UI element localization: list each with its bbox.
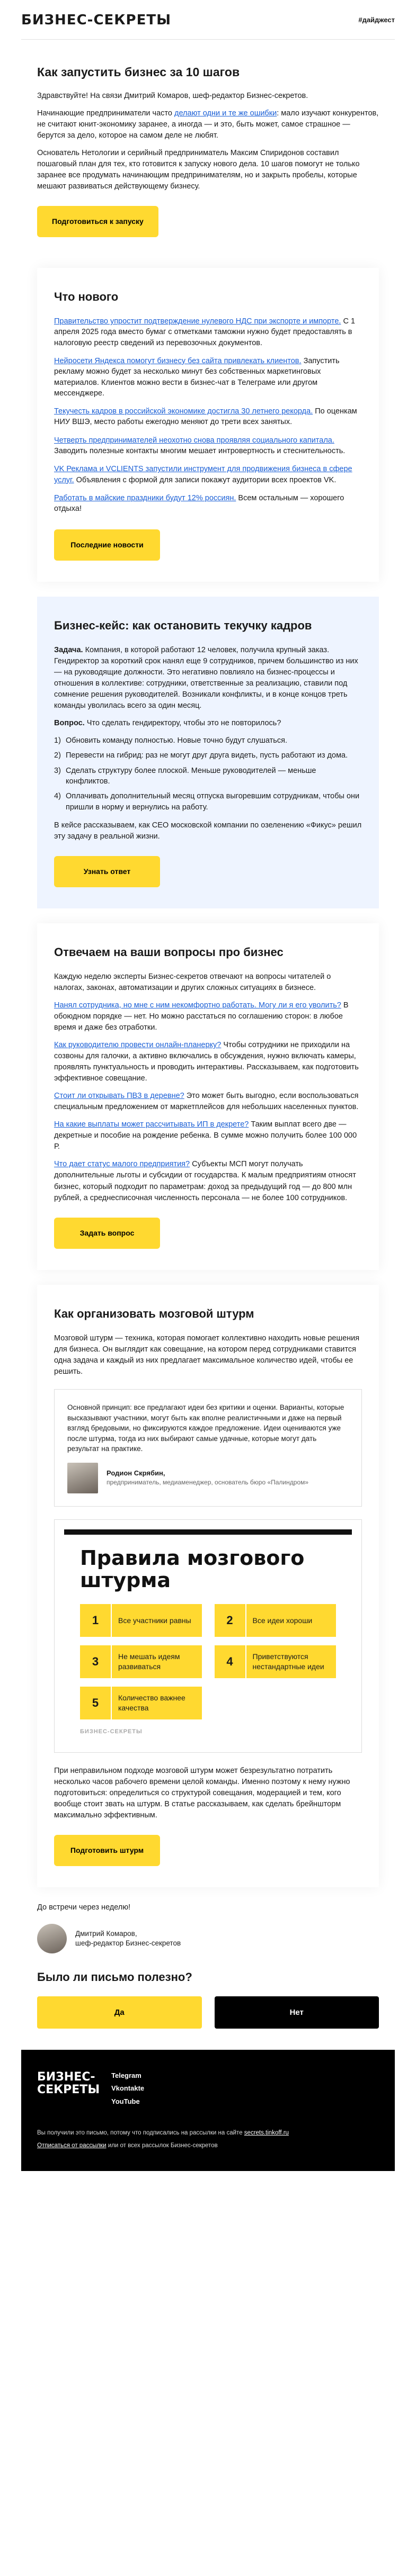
qa-link[interactable]: Как руководителю провести онлайн-планерку?	[54, 1041, 222, 1050]
option-number: 2)	[54, 751, 61, 760]
hero-section	[21, 40, 395, 253]
editor-avatar	[37, 1924, 67, 1953]
brainstorm-intro: Мозговой штурм — техника, которая помогает коллективно находить новые решения для бизнеса. Он выглядит как совещание, на котором перед сотрудниками ставится одна задача и каждый из них предлагает максимальное количество идей, чтобы ее решить.	[54, 1334, 360, 1376]
rule-number: 2	[215, 1604, 245, 1637]
option-number: 3)	[54, 766, 61, 775]
qa-text: Таким выплат всего две — декретные и пособие на рождение ребенка. В сумме можно получить более 100 000 Р.	[54, 1120, 357, 1151]
news-title: Что нового	[54, 290, 119, 304]
rule-cell	[215, 1645, 337, 1678]
news-text: Запустить рекламу можно будет за несколько минут без собственных маркетинговых материалов. Клиентов можно вести в бизнес-чат в Телеграме или другом мессенджере.	[54, 356, 340, 398]
editor-info	[75, 1929, 181, 1949]
case-option	[54, 791, 362, 813]
hero-title: Как запустить бизнес за 10 шагов	[37, 65, 240, 79]
question-text: Что сделать гендиректору, чтобы это не повторилось?	[84, 719, 281, 728]
news-item	[54, 464, 362, 485]
news-section	[37, 268, 379, 582]
telegram-link[interactable]: Telegram	[111, 2071, 141, 2080]
ask-question-button[interactable]: Задать вопрос	[54, 1218, 160, 1249]
hero-text: Начинающие предприниматели часто	[37, 109, 174, 118]
rules-infographic	[54, 1519, 362, 1753]
rule-number: 1	[80, 1604, 111, 1637]
find-answer-button[interactable]: Узнать ответ	[54, 856, 160, 888]
option-number: 4)	[54, 792, 61, 801]
quote-text: Основной принцип: все предлагают идеи без критики и оценки. Варианты, которые высказывают участники, могут быть как вполне реалистичными и даже на первый взгляд бредовыми, но фиксируются каждое предложение. Идеи оцениваются уже после штурма, тогда из них выбирают самые удачные, которые могут дать результат на практике.	[67, 1403, 344, 1453]
news-item	[54, 435, 362, 457]
news-link[interactable]: Правительство упростит подтверждение нулевого НДС при экспорте и импорте.	[54, 317, 341, 326]
hero-text: : мало изучают конкурентов, не считают юнит-экономику заранее, а иногда — и это, быть может, самое страшное — берутся за дело, которое на самом деле не любят.	[37, 109, 379, 140]
rule-text: Количество важнее качества	[111, 1687, 202, 1719]
task-label: Задача.	[54, 645, 83, 654]
expert-quote	[54, 1389, 362, 1507]
qa-link[interactable]: Стоит ли открывать ПВЗ в деревне?	[54, 1092, 184, 1101]
rule-number: 4	[215, 1645, 245, 1678]
news-item	[54, 493, 362, 515]
feedback-title: Было ли письмо полезно?	[37, 1970, 192, 1984]
rule-cell	[80, 1645, 202, 1678]
qa-link[interactable]: На какие выплаты может рассчитывать ИП в декрете?	[54, 1120, 249, 1129]
rule-text: Приветствуются нестандартные идеи	[245, 1645, 337, 1678]
news-item	[54, 356, 362, 399]
prepare-launch-button[interactable]: Подготовиться к запуску	[37, 206, 158, 238]
mistakes-link[interactable]: делают одни и те же ошибки	[174, 109, 277, 118]
option-text: Оплачивать дополнительный месяц отпуска выгоревшим сотрудникам, чтобы они пришли в норму и вернулись на работу.	[66, 792, 360, 812]
case-option	[54, 750, 362, 761]
qa-text: Это может быть выгодно, если воспользоваться специальным предложением от маркетплейсов для небольших населенных пунктов.	[54, 1092, 359, 1112]
option-text: Обновить команду полностью. Новые точно будут слушаться.	[66, 736, 287, 745]
case-question	[54, 718, 362, 729]
qa-item	[54, 1091, 362, 1113]
rule-text: Не мешать идеям развиваться	[111, 1645, 202, 1678]
unsubscribe-text: или от всех рассылок Бизнес-секретов	[106, 2142, 218, 2149]
qa-link[interactable]: Нанял сотрудника, но мне с ним некомфортно работать. Могу ли я его уволить?	[54, 1001, 341, 1010]
news-link[interactable]: Работать в майские праздники будут 12% россиян.	[54, 493, 236, 502]
subscription-notice	[37, 2129, 379, 2137]
qa-link[interactable]: Что дает статус малого предприятия?	[54, 1160, 190, 1169]
brainstorm-section	[37, 1285, 379, 1887]
author-info	[107, 1469, 308, 1487]
latest-news-button[interactable]: Последние новости	[54, 529, 160, 561]
footer-logo[interactable]: БИЗНЕС-СЕКРЕТЫ	[37, 2070, 100, 2097]
news-link[interactable]: Нейросети Яндекса помогут бизнесу без сайта привлекать клиентов.	[54, 356, 302, 365]
case-section	[37, 597, 379, 908]
news-link[interactable]: Четверть предпринимателей неохотно снова проявляя социального капитала.	[54, 436, 334, 445]
hero-paragraph	[37, 108, 379, 141]
news-text: По оценкам НИУ ВШЭ, место работы ежегодно меняют до трети всех занятых.	[54, 407, 357, 427]
digest-tag: #дайджест	[358, 16, 395, 24]
youtube-link[interactable]: YouTube	[111, 2097, 140, 2105]
hero-paragraph-2: Основатель Нетологии и серийный предприниматель Максим Спиридонов составил пошаговый план для тех, кто готовится к запуску нового дела. 10 шагов помогут не только заранее все продумать начинающим предпринимателям, но и закрыть пробелы, которые мешают развиваться действующему бизнесу.	[37, 148, 360, 191]
news-link[interactable]: Текучесть кадров в российской экономике достигла 30 летнего рекорда.	[54, 407, 313, 416]
footer-top	[37, 2071, 379, 2110]
option-number: 1)	[54, 736, 61, 745]
case-outro: В кейсе рассказываем, как CEO московской компании по озеленению «Фикус» решил эту задачу в реальной жизни.	[54, 821, 362, 841]
author-avatar	[67, 1463, 98, 1493]
unsubscribe-link[interactable]: Отписаться от рассылки	[37, 2142, 107, 2149]
qa-text: Субъекты МСП могут получать дополнительные льготы и субсидии от государства. К малым предприятиям относят бизнес, который подходит по параметрам: доход за предыдущий год — до 800 млн рублей, а среднесписочная численность персонала — не более 100 сотрудников.	[54, 1160, 356, 1202]
qa-section	[37, 923, 379, 1270]
site-link[interactable]: secrets.tinkoff.ru	[244, 2129, 289, 2136]
news-item	[54, 406, 362, 428]
rule-number: 5	[80, 1687, 111, 1719]
qa-item	[54, 1119, 362, 1152]
prepare-brainstorm-button[interactable]: Подготовить штурм	[54, 1835, 160, 1867]
news-link[interactable]: VK Реклама и VCLIENTS запустили инструмент для продвижения бизнеса в сфере услуг.	[54, 465, 352, 484]
editor-role: шеф-редактор Бизнес-секретов	[75, 1939, 181, 1948]
signoff-text: До встречи через неделю!	[37, 1903, 131, 1912]
feedback-no-button[interactable]: Нет	[215, 1996, 379, 2029]
brand-logo[interactable]: БИЗНЕС-СЕКРЕТЫ	[21, 12, 172, 28]
qa-title: Отвечаем на ваши вопросы про бизнес	[54, 945, 284, 959]
option-text: Перевести на гибрид: раз не могут друг друга видеть, пусть работают из дома.	[66, 751, 348, 760]
qa-list	[54, 1000, 362, 1203]
case-options	[54, 735, 362, 813]
news-text: С 1 апреля 2025 года вместо бумаг с отметками таможни нужно будет предоставлять в налоговую реестр сведений из перевозочных документов.	[54, 317, 356, 347]
email-footer	[21, 2050, 395, 2171]
email-header	[21, 11, 395, 40]
question-label: Вопрос.	[54, 719, 85, 728]
qa-item	[54, 1000, 362, 1033]
task-text: Компания, в которой работают 12 человек, получила крупный заказ. Гендиректор за короткий срок нанял еще 9 сотрудников, причем большинство из них — на руководящие должности. Это негативно повлияло на бизнес-процессы и отношения в коллективе: сотрудники, ответственные за реализацию, ставили под сомнение решения руководителей. Возникали конфликты, и в конце концов треть команды уволилась всего за один месяц.	[54, 645, 358, 710]
signoff-section	[21, 1902, 395, 2029]
vkontakte-link[interactable]: Vkontakte	[111, 2084, 145, 2093]
news-text: Всем остальным — хорошего отдыха!	[54, 493, 344, 514]
rule-cell	[80, 1687, 202, 1719]
rules-grid	[80, 1604, 336, 1719]
signoff-author	[37, 1924, 379, 1953]
hero-greeting: Здравствуйте! На связи Дмитрий Комаров, шеф-редактор Бизнес-секретов.	[37, 91, 308, 100]
feedback-yes-button[interactable]: Да	[37, 1996, 202, 2029]
infographic-body	[64, 1529, 352, 1743]
author-name: Родион Скрябин,	[107, 1469, 165, 1478]
news-item	[54, 316, 362, 348]
qa-item	[54, 1040, 362, 1084]
author-role: предприниматель, медиаменеджер, основатель бюро «Палиндром»	[107, 1479, 309, 1487]
rule-cell	[80, 1604, 202, 1637]
news-text: Заводить полезные контакты многим мешает интровертность и стеснительность.	[54, 447, 346, 456]
quote-author	[67, 1463, 349, 1493]
case-option	[54, 765, 362, 787]
case-task	[54, 645, 362, 711]
news-list	[54, 316, 362, 514]
feedback-buttons	[37, 1996, 379, 2029]
editor-name: Дмитрий Комаров,	[75, 1929, 137, 1938]
rule-text: Все участники равны	[111, 1604, 202, 1637]
qa-intro: Каждую неделю эксперты Бизнес-секретов отвечают на вопросы читателей о налогах, законах, автоматизации и других сложных ситуациях в бизнесе.	[54, 972, 331, 993]
social-links	[111, 2071, 144, 2110]
qa-text: Чтобы сотрудники не приходили на созвоны для галочки, а активно включались в обсуждения, нужно включать камеры, проявлять пунктуальность и проводить интерактивы. Рассказываем, как подготовить эффективное совещание.	[54, 1041, 359, 1083]
unsubscribe-line	[37, 2141, 379, 2150]
qa-item	[54, 1159, 362, 1203]
rule-number: 3	[80, 1645, 111, 1678]
notice-text: Вы получили это письмо, потому что подписались на рассылки на сайте	[37, 2129, 244, 2136]
infographic-brand: БИЗНЕС-СЕКРЕТЫ	[80, 1728, 143, 1735]
case-title: Бизнес-кейс: как остановить текучку кадров	[54, 619, 312, 633]
brainstorm-outro: При неправильном подходе мозговой штурм может безрезультатно потратить несколько часов рабочего времени целой команды. Именно поэтому к нему нужно подготовиться: определиться со структурой совещания, модерацией и тем, кого вообще стоит звать на штурм. В статье рассказываем, как сделать брейншторм максимально эффективным.	[54, 1766, 350, 1820]
option-text: Сделать структуру более плоской. Меньше руководителей — меньше конфликтов.	[66, 766, 316, 786]
news-text: Объявления с формой для записи покажут аудитории всех проектов VK.	[74, 475, 337, 484]
qa-text: В обоюдном порядке — нет. Но можно расстаться по соглашению сторон: в любое время и даже без отработки.	[54, 1001, 349, 1032]
rule-text: Все идеи хороши	[245, 1604, 337, 1637]
case-option	[54, 735, 362, 746]
rule-cell	[215, 1604, 337, 1637]
infographic-title: Правила мозгового штурма	[80, 1546, 305, 1592]
brainstorm-title: Как организовать мозговой штурм	[54, 1307, 254, 1321]
